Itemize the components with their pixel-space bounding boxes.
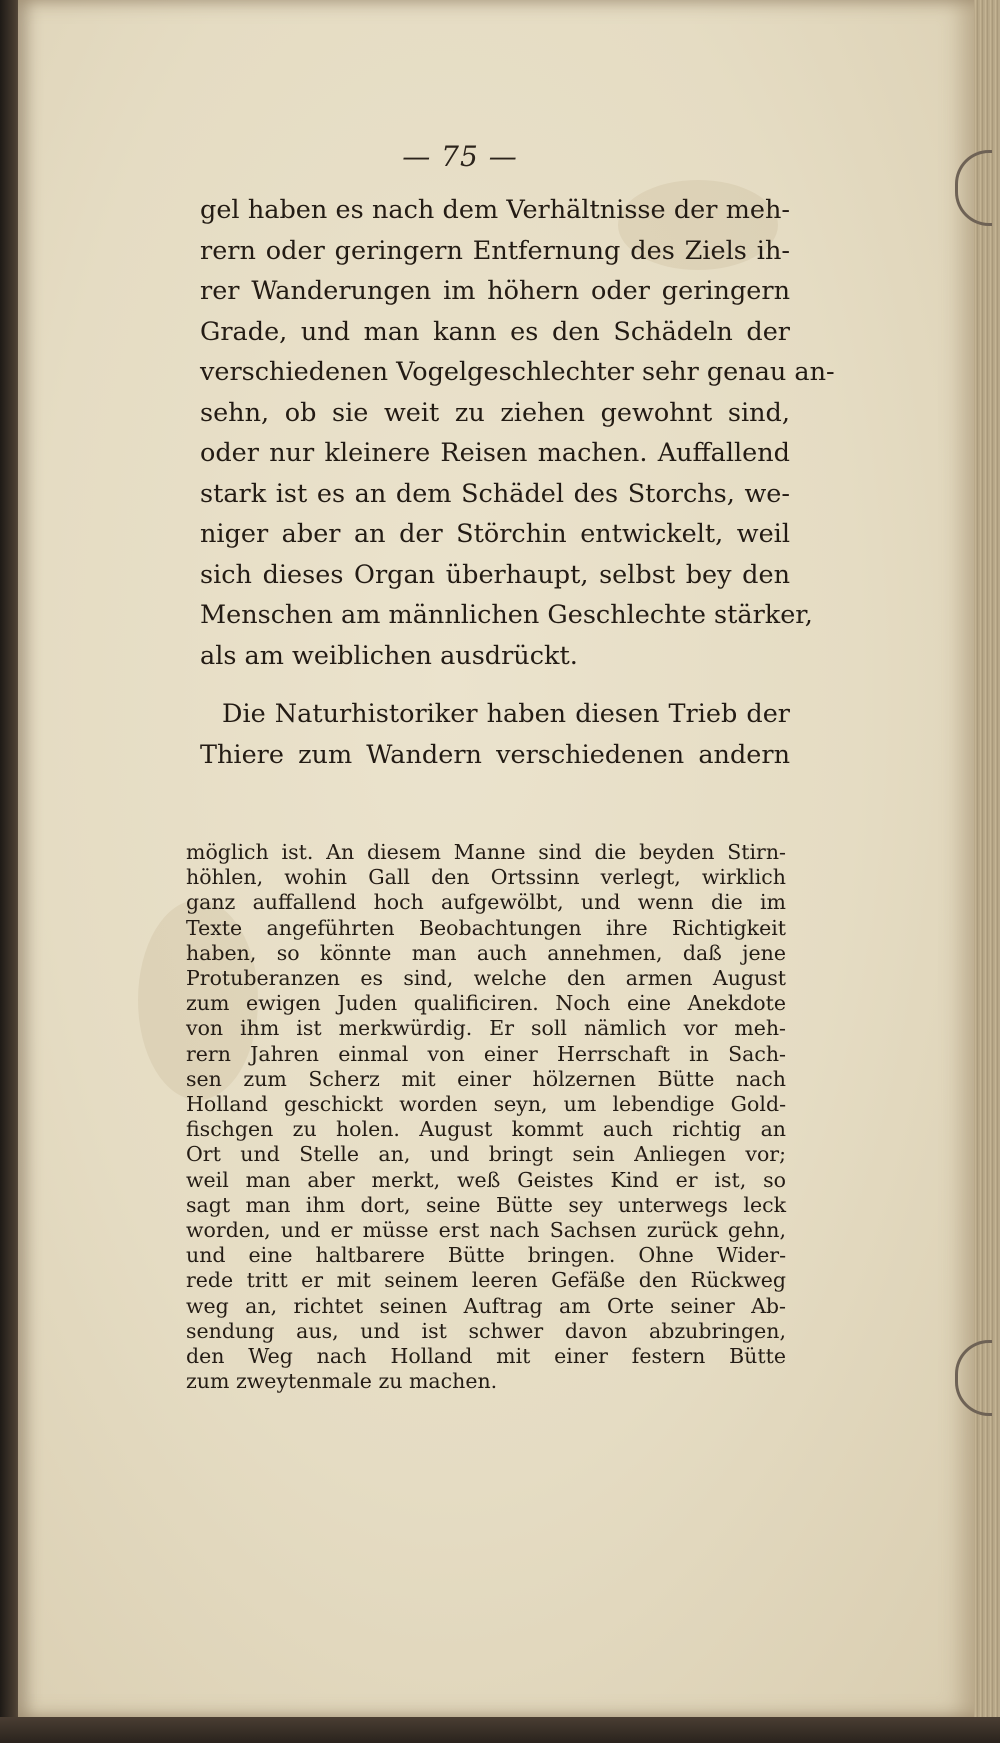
footnote-line: Protuberanzen es sind, welche den armen August — [186, 966, 786, 991]
footnote-line: weg an, richtet seinen Auftrag am Orte seiner Ab- — [186, 1293, 786, 1318]
scan-bottom-edge — [0, 1717, 1000, 1743]
footnote-line: sen zum Scherz mit einer hölzernen Bütte nach — [186, 1066, 786, 1091]
main-text — [200, 190, 835, 775]
footnote-line: ganz auffallend hoch aufgewölbt, und wenn die im — [186, 890, 786, 915]
footnote-line: sendung aus, und ist schwer davon abzubringen, — [186, 1318, 786, 1343]
footnote-line: Holland geschickt worden seyn, um lebendige Gold- — [186, 1092, 786, 1117]
text-line: stark ist es an dem Schädel des Storchs, we- — [200, 478, 790, 509]
text-line: Thiere zum Wandern verschiedenen andern — [200, 739, 790, 770]
text-line: Grade, und man kann es den Schädeln der — [200, 316, 790, 347]
footnote-line: Texte angeführten Beobachtungen ihre Richtigkeit — [186, 915, 786, 940]
footnote-line: höhlen, wohin Gall den Ortssinn verlegt, wirklich — [186, 865, 786, 890]
paragraph-break — [200, 676, 790, 694]
text-line: Menschen am männlichen Geschlechte stärker, — [200, 600, 813, 630]
page-number: — 75 — — [402, 140, 518, 173]
footnote-line: fischgen zu holen. August kommt auch richtig an — [186, 1117, 786, 1142]
footnote-line: weil man aber merkt, weß Geistes Kind er ist, so — [186, 1167, 786, 1192]
text-line: verschiedenen Vogelgeschlechter sehr genau an- — [200, 357, 835, 387]
footnote-line: von ihm ist merkwürdig. Er soll nämlich vor meh- — [186, 1016, 786, 1041]
footnote-line: den Weg nach Holland mit einer festern Bütte — [186, 1344, 786, 1369]
page-edges — [974, 0, 1000, 1743]
text-line: niger aber an der Störchin entwickelt, weil — [200, 519, 790, 549]
footnote-line: Ort und Stelle an, und bringt sein Anliegen vor; — [186, 1142, 786, 1167]
footnote-line: haben, so könnte man auch annehmen, daß jene — [186, 940, 786, 965]
footnote-line: rern Jahren einmal von einer Herrschaft in Sach- — [186, 1041, 786, 1066]
text-line: oder nur kleinere Reisen machen. Auffallend — [200, 438, 790, 468]
footnote-line: zum zweytenmale zu machen. — [186, 1369, 498, 1394]
footnote-line: rede tritt er mit seinem leeren Gefäße den Rückweg — [186, 1268, 786, 1293]
footnote-line: möglich ist. An diesem Manne sind die beyden Stirn- — [186, 840, 786, 864]
text-line: sich dieses Organ überhaupt, selbst bey den — [200, 559, 790, 590]
text-line: sehn, ob sie weit zu ziehen gewohnt sind, — [200, 397, 790, 428]
footnote-line: sagt man ihm dort, seine Bütte sey unterwegs leck — [186, 1192, 786, 1217]
footnote-line: zum ewigen Juden qualificiren. Noch eine Anekdote — [186, 991, 786, 1016]
footnote-line: worden, und er müsse erst nach Sachsen zurück gehn, — [186, 1218, 786, 1243]
text-line: rer Wanderungen im höhern oder geringern — [200, 276, 790, 306]
text-line: Die Naturhistoriker haben diesen Trieb der — [222, 699, 790, 729]
text-line: als am weiblichen ausdrückt. — [200, 640, 578, 671]
footnote — [186, 840, 786, 1394]
footnote-line: und eine haltbarere Bütte bringen. Ohne Wider- — [186, 1243, 786, 1268]
text-line: rern oder geringern Entfernung des Ziels ih- — [200, 235, 790, 266]
text-line: gel haben es nach dem Verhältnisse der meh- — [200, 195, 790, 225]
